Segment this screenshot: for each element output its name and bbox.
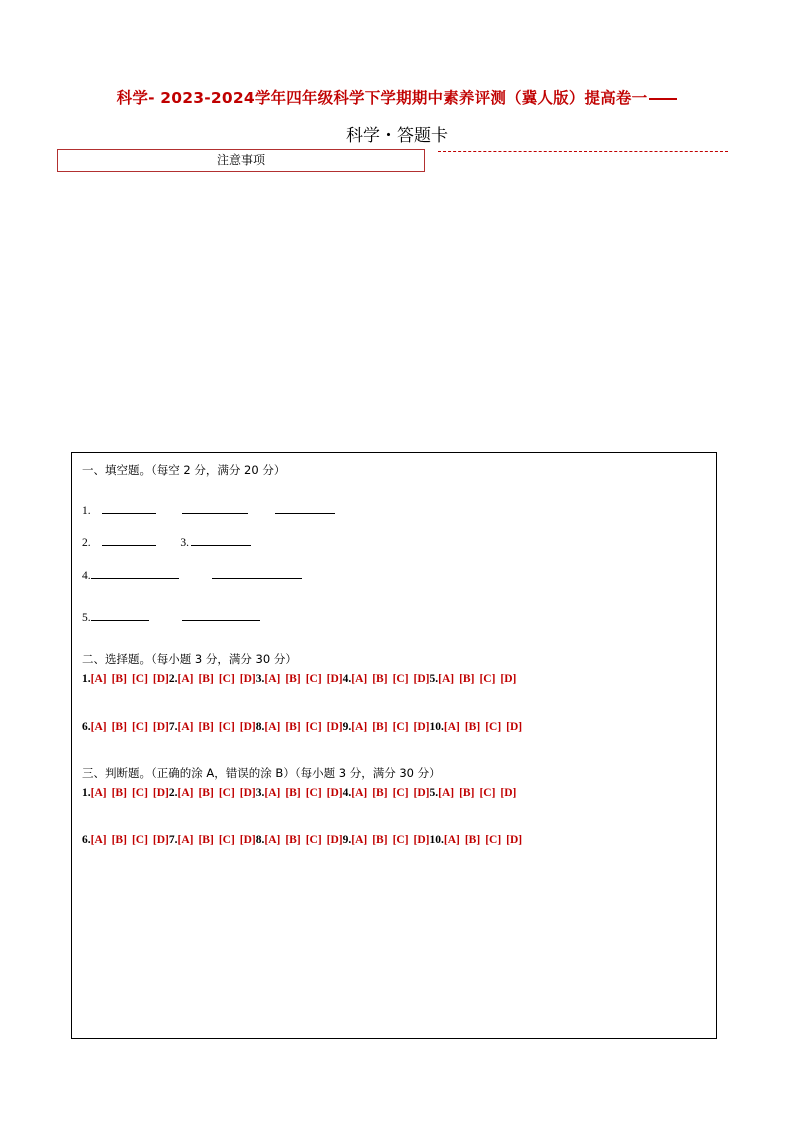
- question-number: 5.: [429, 787, 439, 799]
- answer-bubble-a[interactable]: [A]: [438, 787, 455, 799]
- notice-label: 注意事项: [216, 153, 265, 167]
- answer-bubble-a[interactable]: [A]: [351, 721, 368, 733]
- answer-bubble-a[interactable]: [A]: [351, 787, 368, 799]
- fill-section-heading: 一、填空题。（每空 2 分，满分 20 分）: [82, 463, 286, 477]
- answer-bubble-c[interactable]: [C]: [131, 834, 148, 846]
- answer-bubble-a[interactable]: [A]: [264, 787, 281, 799]
- dashed-divider: [438, 151, 728, 152]
- answer-bubble-c[interactable]: [C]: [392, 787, 409, 799]
- judge-row: [82, 834, 522, 846]
- exam-title-text: 科学- 2023-2024学年四年级科学下学期期中素养评测（冀人版）提高卷一: [116, 89, 648, 107]
- fill-blank[interactable]: [182, 503, 248, 514]
- judge-row: [82, 787, 516, 799]
- answer-bubble-c[interactable]: [C]: [218, 721, 235, 733]
- question-number: 8.: [255, 721, 265, 733]
- fill-blank[interactable]: [91, 568, 179, 579]
- fill-row-4: [82, 568, 302, 582]
- question-number: 1.: [82, 787, 91, 799]
- question-number: 7.: [168, 721, 178, 733]
- question-number: 2.: [168, 673, 178, 685]
- answer-bubble-c[interactable]: [C]: [485, 834, 502, 846]
- answer-bubble-a[interactable]: [A]: [90, 787, 107, 799]
- question-number: 7.: [168, 834, 178, 846]
- question-number: 8.: [255, 834, 265, 846]
- answer-bubble-c[interactable]: [C]: [392, 673, 409, 685]
- answer-bubble-a[interactable]: [A]: [264, 673, 281, 685]
- answer-bubble-d[interactable]: [D]: [239, 673, 256, 685]
- fill-label-1: 1.: [82, 505, 91, 517]
- fill-blank[interactable]: [275, 503, 335, 514]
- notice-box: [57, 149, 425, 172]
- answer-bubble-a[interactable]: [A]: [90, 673, 107, 685]
- answer-bubble-d[interactable]: [D]: [326, 721, 343, 733]
- judge-section-heading: 三、判断题。（正确的涂 A，错误的涂 B）（每小题 3 分，满分 30 分）: [82, 766, 441, 780]
- answer-bubble-b[interactable]: [B]: [198, 787, 214, 799]
- fill-label-2: 2.: [82, 537, 91, 549]
- question-number: 6.: [82, 834, 91, 846]
- question-number: 4.: [342, 787, 352, 799]
- answer-bubble-d[interactable]: [D]: [152, 834, 169, 846]
- fill-row-2: [82, 535, 251, 549]
- answer-bubble-a[interactable]: [A]: [264, 834, 281, 846]
- answer-bubble-c[interactable]: [C]: [305, 673, 322, 685]
- fill-row-1: [82, 503, 335, 517]
- fill-label-3: 3.: [180, 537, 189, 549]
- answer-bubble-b[interactable]: [B]: [285, 673, 301, 685]
- choice-row: [82, 721, 522, 733]
- answer-bubble-b[interactable]: [B]: [372, 673, 388, 685]
- answer-bubble-c[interactable]: [C]: [131, 673, 148, 685]
- answer-bubble-c[interactable]: [C]: [305, 721, 322, 733]
- answer-bubble-b[interactable]: [B]: [111, 787, 127, 799]
- answer-bubble-a[interactable]: [A]: [351, 834, 368, 846]
- answer-bubble-a[interactable]: [A]: [264, 721, 281, 733]
- answer-bubble-d[interactable]: [D]: [413, 787, 430, 799]
- answer-bubble-d[interactable]: [D]: [152, 721, 169, 733]
- choice-row: [82, 673, 516, 685]
- answer-bubble-c[interactable]: [C]: [392, 834, 409, 846]
- question-number: 5.: [429, 673, 439, 685]
- answer-bubble-d[interactable]: [D]: [506, 721, 523, 733]
- fill-row-5: [82, 610, 260, 624]
- answer-bubble-c[interactable]: [C]: [305, 787, 322, 799]
- answer-bubble-b[interactable]: [B]: [285, 834, 301, 846]
- question-number: 9.: [342, 834, 352, 846]
- answer-bubble-b[interactable]: [B]: [198, 673, 214, 685]
- answer-bubble-d[interactable]: [D]: [413, 673, 430, 685]
- answer-bubble-b[interactable]: [B]: [198, 721, 214, 733]
- answer-bubble-b[interactable]: [B]: [285, 721, 301, 733]
- answer-bubble-c[interactable]: [C]: [479, 787, 496, 799]
- answer-bubble-c[interactable]: [C]: [485, 721, 502, 733]
- answer-bubble-a[interactable]: [A]: [177, 834, 194, 846]
- answer-bubble-c[interactable]: [C]: [131, 721, 148, 733]
- title-rule: [649, 98, 677, 100]
- fill-blank[interactable]: [102, 535, 156, 546]
- question-number: 9.: [342, 721, 352, 733]
- answer-bubble-c[interactable]: [C]: [479, 673, 496, 685]
- answer-bubble-b[interactable]: [B]: [198, 834, 214, 846]
- answer-bubble-a[interactable]: [A]: [438, 673, 455, 685]
- answer-bubble-a[interactable]: [A]: [90, 721, 107, 733]
- answer-bubble-d[interactable]: [D]: [500, 673, 517, 685]
- answer-bubble-c[interactable]: [C]: [392, 721, 409, 733]
- answer-bubble-b[interactable]: [B]: [372, 787, 388, 799]
- answer-bubble-b[interactable]: [B]: [111, 834, 127, 846]
- answer-bubble-c[interactable]: [C]: [218, 787, 235, 799]
- answer-bubble-b[interactable]: [B]: [285, 787, 301, 799]
- answer-bubble-c[interactable]: [C]: [218, 834, 235, 846]
- answer-bubble-a[interactable]: [A]: [177, 721, 194, 733]
- fill-blank[interactable]: [212, 568, 302, 579]
- question-number: 1.: [82, 673, 91, 685]
- answer-bubble-a[interactable]: [A]: [177, 673, 194, 685]
- answer-bubble-d[interactable]: [D]: [239, 721, 256, 733]
- answer-bubble-b[interactable]: [B]: [459, 673, 475, 685]
- fill-label-5: 5.: [82, 612, 91, 624]
- fill-label-4: 4.: [82, 570, 91, 582]
- fill-blank[interactable]: [182, 610, 260, 621]
- answer-bubble-c[interactable]: [C]: [218, 673, 235, 685]
- answer-bubble-d[interactable]: [D]: [413, 721, 430, 733]
- answer-bubble-b[interactable]: [B]: [464, 721, 481, 733]
- question-number: 3.: [255, 673, 265, 685]
- fill-blank[interactable]: [91, 610, 149, 621]
- question-number: 4.: [342, 673, 352, 685]
- answer-bubble-d[interactable]: [D]: [152, 673, 169, 685]
- answer-bubble-d[interactable]: [D]: [500, 787, 517, 799]
- answer-bubble-b[interactable]: [B]: [464, 834, 481, 846]
- question-number: 2.: [168, 787, 178, 799]
- answer-bubble-a[interactable]: [A]: [177, 787, 194, 799]
- question-number: 10.: [429, 721, 444, 733]
- question-number: 3.: [255, 787, 265, 799]
- question-number: 10.: [429, 834, 444, 846]
- answer-bubble-d[interactable]: [D]: [326, 673, 343, 685]
- answer-bubble-b[interactable]: [B]: [372, 834, 388, 846]
- answer-bubble-d[interactable]: [D]: [413, 834, 430, 846]
- answer-bubble-a[interactable]: [A]: [443, 721, 460, 733]
- answer-bubble-a[interactable]: [A]: [351, 673, 368, 685]
- answer-bubble-a[interactable]: [A]: [443, 834, 460, 846]
- answer-sheet-subtitle: 科学・答题卡: [346, 126, 448, 146]
- answer-card: [71, 452, 717, 1039]
- answer-bubble-d[interactable]: [D]: [239, 787, 256, 799]
- exam-title: [0, 86, 794, 108]
- answer-bubble-b[interactable]: [B]: [111, 721, 127, 733]
- answer-bubble-a[interactable]: [A]: [90, 834, 107, 846]
- answer-bubble-c[interactable]: [C]: [131, 787, 148, 799]
- answer-bubble-b[interactable]: [B]: [111, 673, 127, 685]
- answer-bubble-d[interactable]: [D]: [326, 834, 343, 846]
- answer-bubble-d[interactable]: [D]: [506, 834, 523, 846]
- answer-bubble-b[interactable]: [B]: [372, 721, 388, 733]
- answer-bubble-d[interactable]: [D]: [326, 787, 343, 799]
- answer-bubble-c[interactable]: [C]: [305, 834, 322, 846]
- question-number: 6.: [82, 721, 91, 733]
- choice-section-heading: 二、选择题。（每小题 3 分，满分 30 分）: [82, 652, 297, 666]
- answer-bubble-d[interactable]: [D]: [239, 834, 256, 846]
- fill-blank[interactable]: [191, 535, 251, 546]
- answer-bubble-d[interactable]: [D]: [152, 787, 169, 799]
- fill-blank[interactable]: [102, 503, 156, 514]
- answer-bubble-b[interactable]: [B]: [459, 787, 475, 799]
